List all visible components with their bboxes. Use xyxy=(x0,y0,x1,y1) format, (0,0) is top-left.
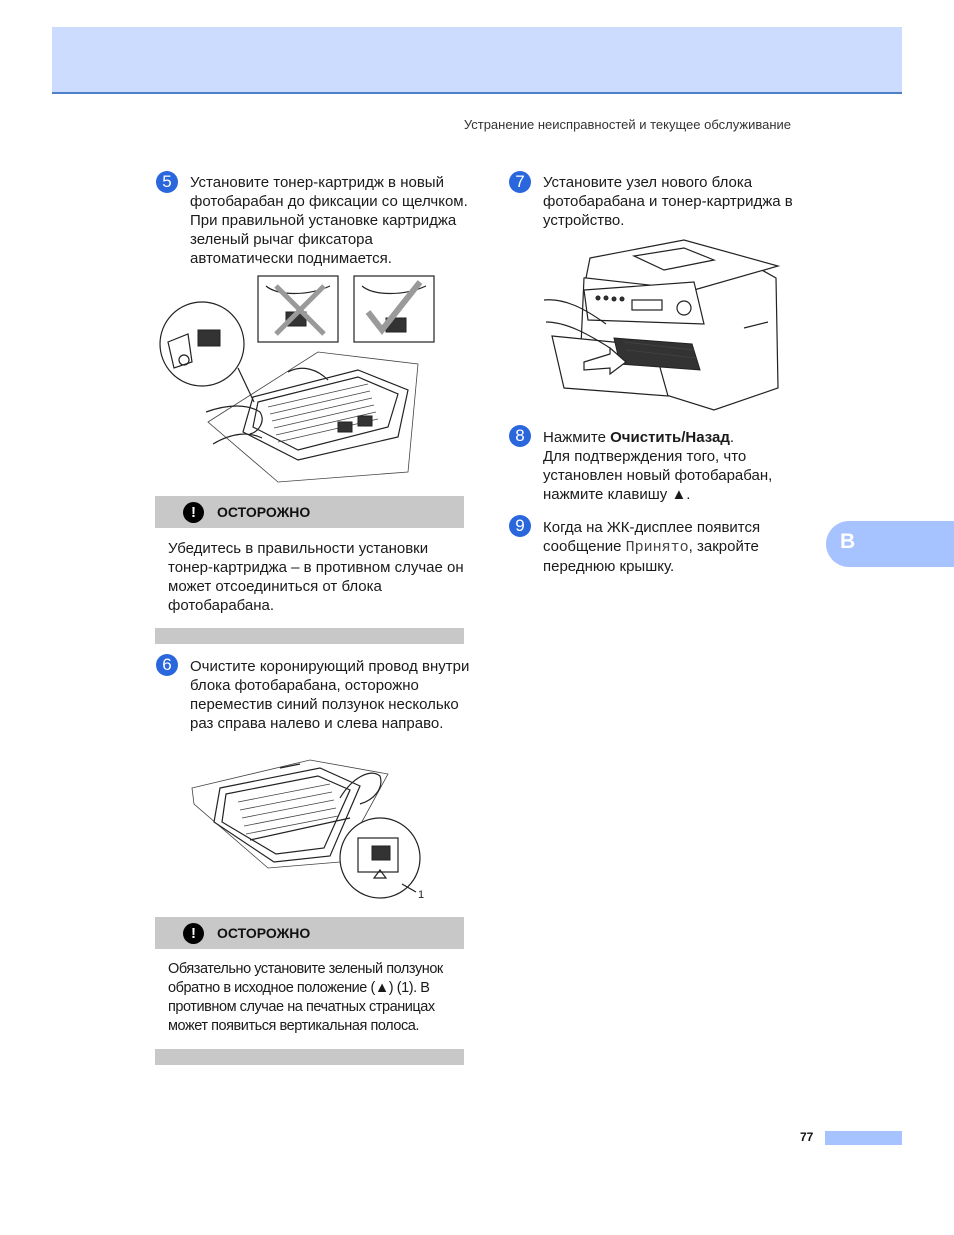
step-6-badge: 6 xyxy=(156,654,178,676)
caution-1-title: ОСТОРОЖНО xyxy=(217,504,311,520)
printer-drum-insert-illustration xyxy=(544,238,784,413)
step-5-text: Установите тонер-картридж в новый фотобарабан до фиксации со щелчком. При правильной установке картриджа зеленый рычаг фиксатора автоматически поднимается. xyxy=(190,174,468,267)
step-9-text xyxy=(543,518,811,576)
step-8-prefix: Нажмите xyxy=(543,429,611,446)
lcd-message: Принято xyxy=(625,539,689,556)
section-title: Устранение неисправностей и текущее обслуживание xyxy=(463,117,791,132)
exclamation-icon: ! xyxy=(183,502,204,523)
caution-2-footer xyxy=(155,1049,464,1065)
drum-cartridge-install-illustration xyxy=(158,272,438,484)
slider-callout-1: 1 xyxy=(418,889,425,901)
page-number-bar xyxy=(825,1131,902,1145)
step-9-badge: 9 xyxy=(509,515,531,537)
key-clear-back: Очистить/Назад xyxy=(610,429,730,446)
caution-2-header xyxy=(155,917,464,949)
chapter-letter: B xyxy=(840,530,856,553)
step-8-badge: 8 xyxy=(509,425,531,447)
top-header-band xyxy=(52,27,902,94)
step-5-badge: 5 xyxy=(156,171,178,193)
step-7-badge: 7 xyxy=(509,171,531,193)
caution-1-footer xyxy=(155,628,464,644)
step-8-confirm-text: Для подтверждения того, что установлен новый фотобарабан, нажмите клавишу ▲. xyxy=(543,448,773,503)
step-6-text: Очистите коронирующий провод внутри блока фотобарабана, осторожно переместив синий ползунок несколько раз справа налево и слева направо. xyxy=(190,658,470,732)
step-9-text-before: Когда на ЖК-дисплее появится сообщение xyxy=(543,519,761,555)
caution-2-text: Обязательно установите зеленый ползунок обратно в исходное положение (▲) (1). В противном случае на печатных страницах может появиться вертикальная полоса. xyxy=(168,961,443,1034)
step-8-suffix: . xyxy=(729,429,735,446)
caution-1-text: Убедитесь в правильности установки тонер-картриджа – в противном случае он может отсоединиться от блока фотобарабана. xyxy=(168,540,464,614)
chapter-side-tab xyxy=(826,521,954,567)
caution-2-title: ОСТОРОЖНО xyxy=(217,925,311,941)
exclamation-icon: ! xyxy=(183,923,204,944)
step-9-text-after: , закройте переднюю крышку. xyxy=(543,538,759,575)
page-number: 77 xyxy=(800,1130,814,1144)
step-8-text xyxy=(543,428,811,504)
caution-1-header xyxy=(155,496,464,528)
corona-wire-cleaning-illustration xyxy=(190,758,440,908)
step-7-text: Установите узел нового блока фотобарабана и тонер-картриджа в устройство. xyxy=(543,174,793,229)
